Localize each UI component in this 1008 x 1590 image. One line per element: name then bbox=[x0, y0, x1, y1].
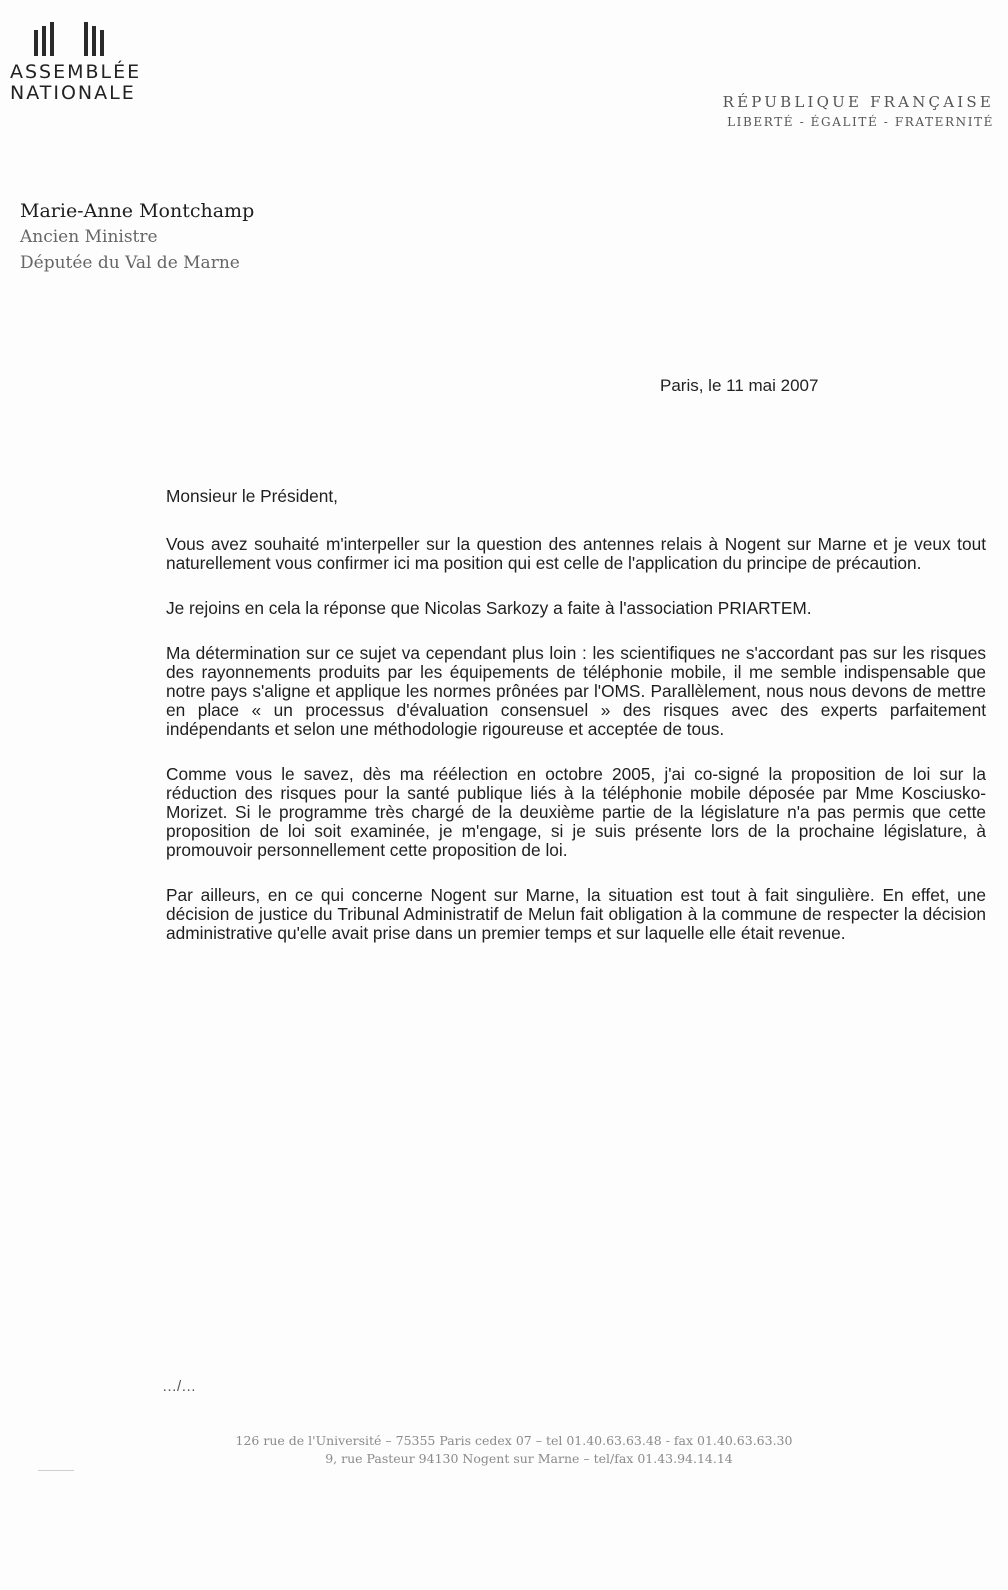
sender-name: Marie-Anne Montchamp bbox=[20, 200, 255, 222]
republique-francaise: RÉPUBLIQUE FRANÇAISE bbox=[722, 93, 994, 111]
footer-line-1: 126 rue de l'Université – 75355 Paris cedex 07 – tel 01.40.63.63.48 - fax 01.40.63.63.30 bbox=[235, 1433, 793, 1448]
letter-body bbox=[166, 487, 986, 969]
paragraph-4: Comme vous le savez, dès ma réélection en octobre 2005, j'ai co-signé la proposition de loi sur la réduction des risques pour la santé publique liés à la téléphonie mobile déposée par Mme Kosciusko-Morizet. Si le programme très chargé de la deuxième partie de la législature n'a pas permis que cette proposition de loi soit examinée, je m'engage, si je suis présente lors de la prochaine législature, à promouvoir personnellement cette proposition de loi. bbox=[166, 764, 986, 860]
paragraph-5: Par ailleurs, en ce qui concerne Nogent sur Marne, la situation est tout à fait singulière. En effet, une décision de justice du Tribunal Administratif de Melun fait obligation à la commune de respecter la décision administrative qu'elle avait prise dans un premier temps et sur laquelle elle était revenue. bbox=[166, 885, 986, 943]
devise: LIBERTÉ - ÉGALITÉ - FRATERNITÉ bbox=[727, 115, 994, 129]
scan-speck bbox=[38, 1470, 74, 1471]
sender-title-1: Ancien Ministre bbox=[20, 227, 158, 247]
salutation: Monsieur le Président, bbox=[166, 486, 338, 506]
paragraph-2: Je rejoins en cela la réponse que Nicolas Sarkozy a faite à l'association PRIARTEM. bbox=[166, 598, 812, 618]
assemblee-nationale-logo bbox=[10, 20, 160, 104]
continued-marker: …/… bbox=[162, 1378, 197, 1395]
logo-line-1: ASSEMBLÉE bbox=[10, 61, 142, 83]
sender-block bbox=[20, 198, 254, 276]
paragraph-1: Vous avez souhaité m'interpeller sur la question des antennes relais à Nogent sur Marne et je veux tout naturellement vous confirmer ici ma position qui est celle de l'application du principe de précaution. bbox=[166, 534, 986, 573]
letter-date: Paris, le 11 mai 2007 bbox=[660, 376, 819, 395]
logo-line-2: NATIONALE bbox=[10, 82, 136, 104]
footer-line-2: 9, rue Pasteur 94130 Nogent sur Marne – tel/fax 01.43.94.14.14 bbox=[325, 1451, 733, 1466]
paragraph-3: Ma détermination sur ce sujet va cependant plus loin : les scientifiques ne s'accordant pas sur les risques des rayonnements produits par les équipements de téléphonie mobile, il me semble indispensable que notre pays s'aligne et applique les normes prônées par l'OMS. Parallèlement, nous nous devons de mettre en place « un processus d'évaluation consensuel » des risques avec des experts parfaitement indépendants et selon une méthodologie rigoureuse et acceptée de tous. bbox=[166, 643, 986, 739]
republique-francaise-block bbox=[723, 93, 994, 129]
sender-title-2: Députée du Val de Marne bbox=[20, 253, 240, 273]
logo-bars-icon bbox=[10, 20, 160, 56]
footer-address bbox=[0, 1432, 1008, 1468]
